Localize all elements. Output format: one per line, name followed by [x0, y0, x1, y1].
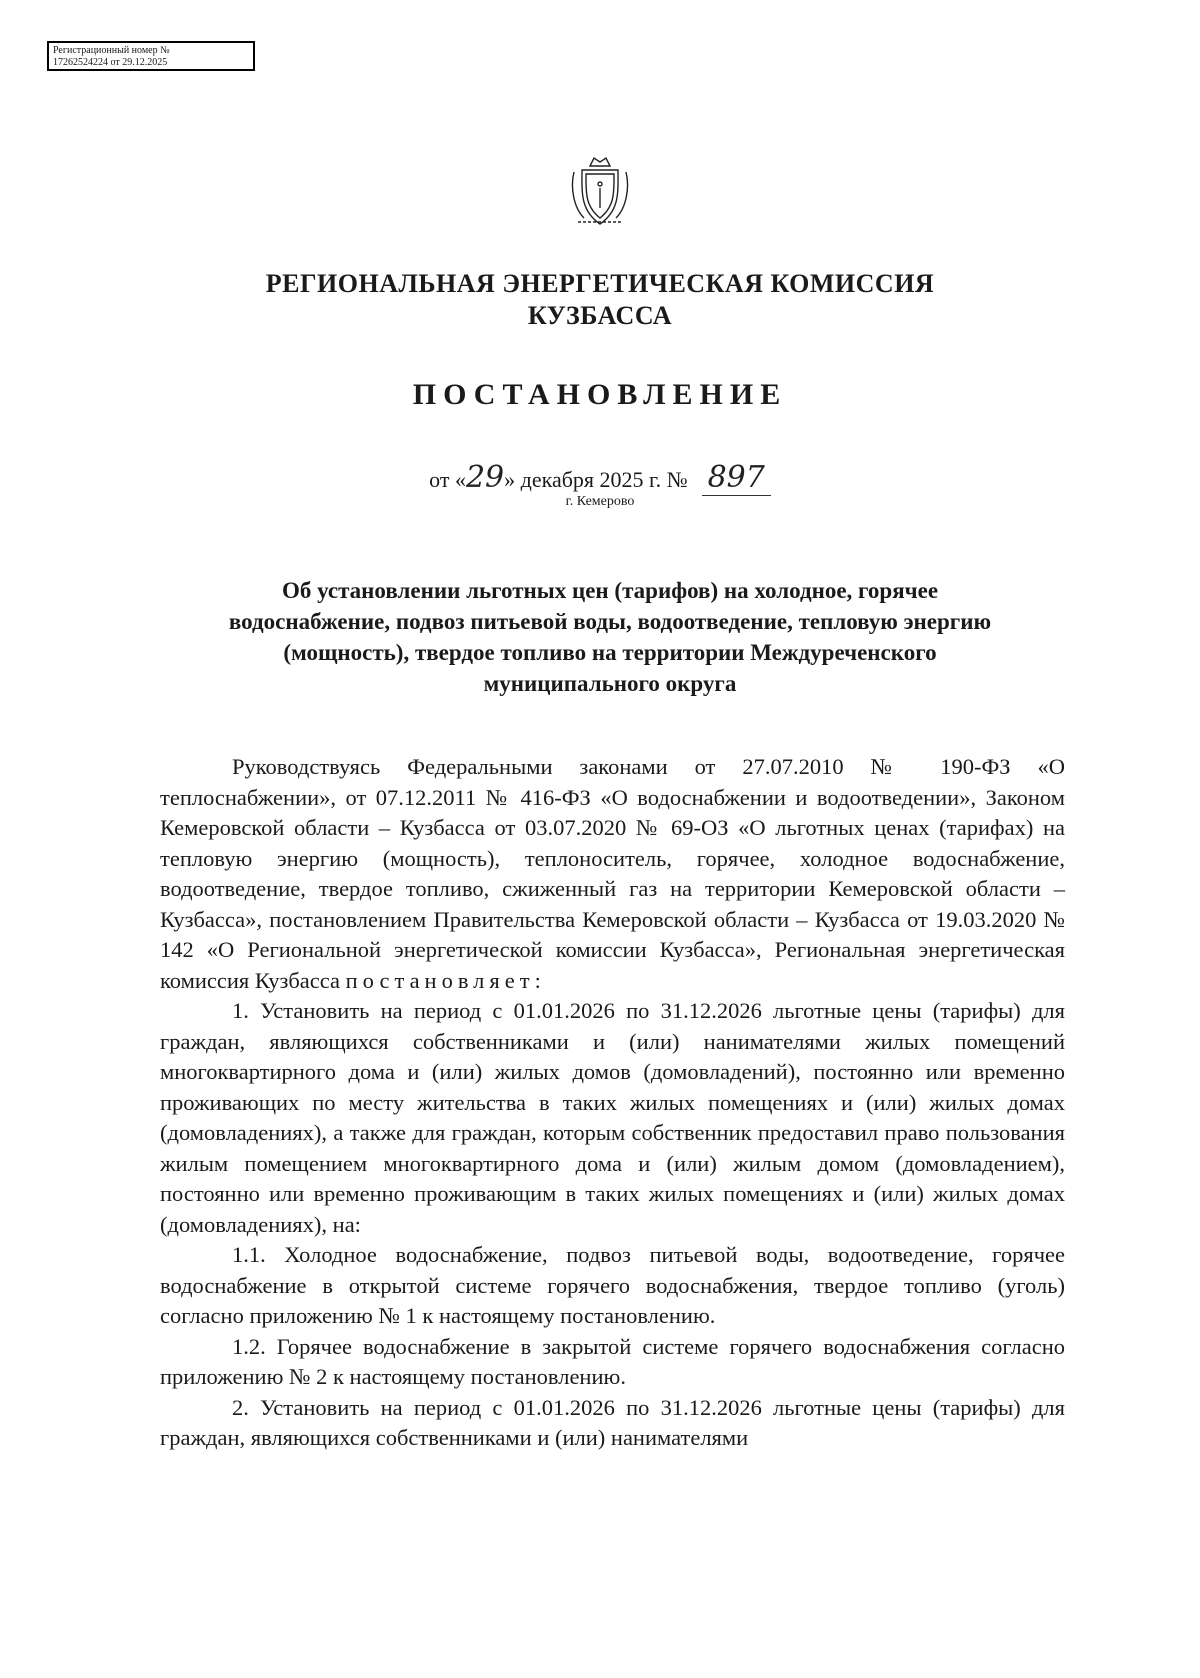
subject-line3: (мощность), твердое топливо на территории Междуреченского [283, 640, 937, 665]
document-city: г. Кемерово [565, 494, 635, 509]
paragraph-item-1: 1. Установить на период с 01.01.2026 по 31.12.2026 льготные цены (тарифы) для граждан, являющихся собственниками и (или) нанимателями жилых помещений многоквартирного дома и (или) жилых домов (домовладений), постоянно или временно проживающих по месту жительства в таких жилых помещениях и (или) жилых домах (домовладениях), а также для граждан, которым собственник предоставил право пользования жилым помещением многоквартирного дома и (или) жилым домом (домовладением), постоянно или временно проживающим в таких жилых помещениях и (или) жилых домах (домовладениях), на: [160, 998, 1065, 1237]
resolve-word: постановляет: [345, 967, 546, 993]
organization-name-line1: РЕГИОНАЛЬНАЯ ЭНЕРГЕТИЧЕСКАЯ КОМИССИЯ [265, 269, 935, 298]
registration-number: 17262524224 от 29.12.2025 [53, 57, 168, 68]
coat-of-arms-icon [568, 152, 632, 232]
subject-line4: муниципального округа [483, 671, 737, 696]
intro-text: Руководствуясь Федеральными законами от 27.07.2010 № 190-ФЗ «О теплоснабжении», от 07.12.2011 № 416-ФЗ «О водоснабжении и водоотведении», Законом Кемеровской области – Кузбасса от 03.07.2020 № 69-ОЗ «О льготных ценах (тарифах) на тепловую энергию (мощность), теплоноситель, горячее, холодное водоснабжение, водоотведение, твердое топливо, сжиженный газ на территории Кемеровской области – Кузбасса», постановлением Правительства Кемеровской области – Кузбасса от 19.03.2020 № 142 «О Региональной энергетической комиссии Кузбасса», Региональная энергетическая комиссия Кузбасса [160, 754, 1065, 993]
intro-paragraph [160, 752, 1065, 996]
registration-number-box [47, 41, 255, 71]
organization-name-line2: КУЗБАССА [527, 301, 673, 330]
subject-line1: Об установлении льготных цен (тарифов) на холодное, горячее [281, 578, 939, 603]
organization-name [0, 268, 1200, 332]
document-date-line [0, 460, 1200, 496]
registration-label: Регистрационный номер № [53, 45, 170, 56]
handwritten-document-number: 897 [702, 460, 771, 496]
document-type-title: ПОСТАНОВЛЕНИЕ [412, 378, 788, 411]
date-suffix: » декабря 2025 г. № [504, 467, 688, 492]
paragraph-item-1-2: 1.2. Горячее водоснабжение в закрытой системе горячего водоснабжения согласно приложению № 2 к настоящему постановлению. [160, 1333, 1065, 1389]
date-prefix: от « [429, 467, 466, 492]
document-subject [150, 575, 1070, 699]
handwritten-date-day: 29 [465, 460, 505, 495]
paragraph-item-2: 2. Установить на период с 01.01.2026 по 31.12.2026 льготные цены (тарифы) для граждан, являющихся собственниками и (или) нанимателями [160, 1394, 1065, 1450]
document-body [160, 752, 1065, 1454]
subject-line2: водоснабжение, подвоз питьевой воды, водоотведение, тепловую энергию [228, 609, 992, 634]
paragraph-item-1-1: 1.1. Холодное водоснабжение, подвоз питьевой воды, водоотведение, горячее водоснабжение в открытой системе горячего водоснабжения, твердое топливо (уголь) согласно приложению № 1 к настоящему постановлению. [160, 1242, 1065, 1328]
